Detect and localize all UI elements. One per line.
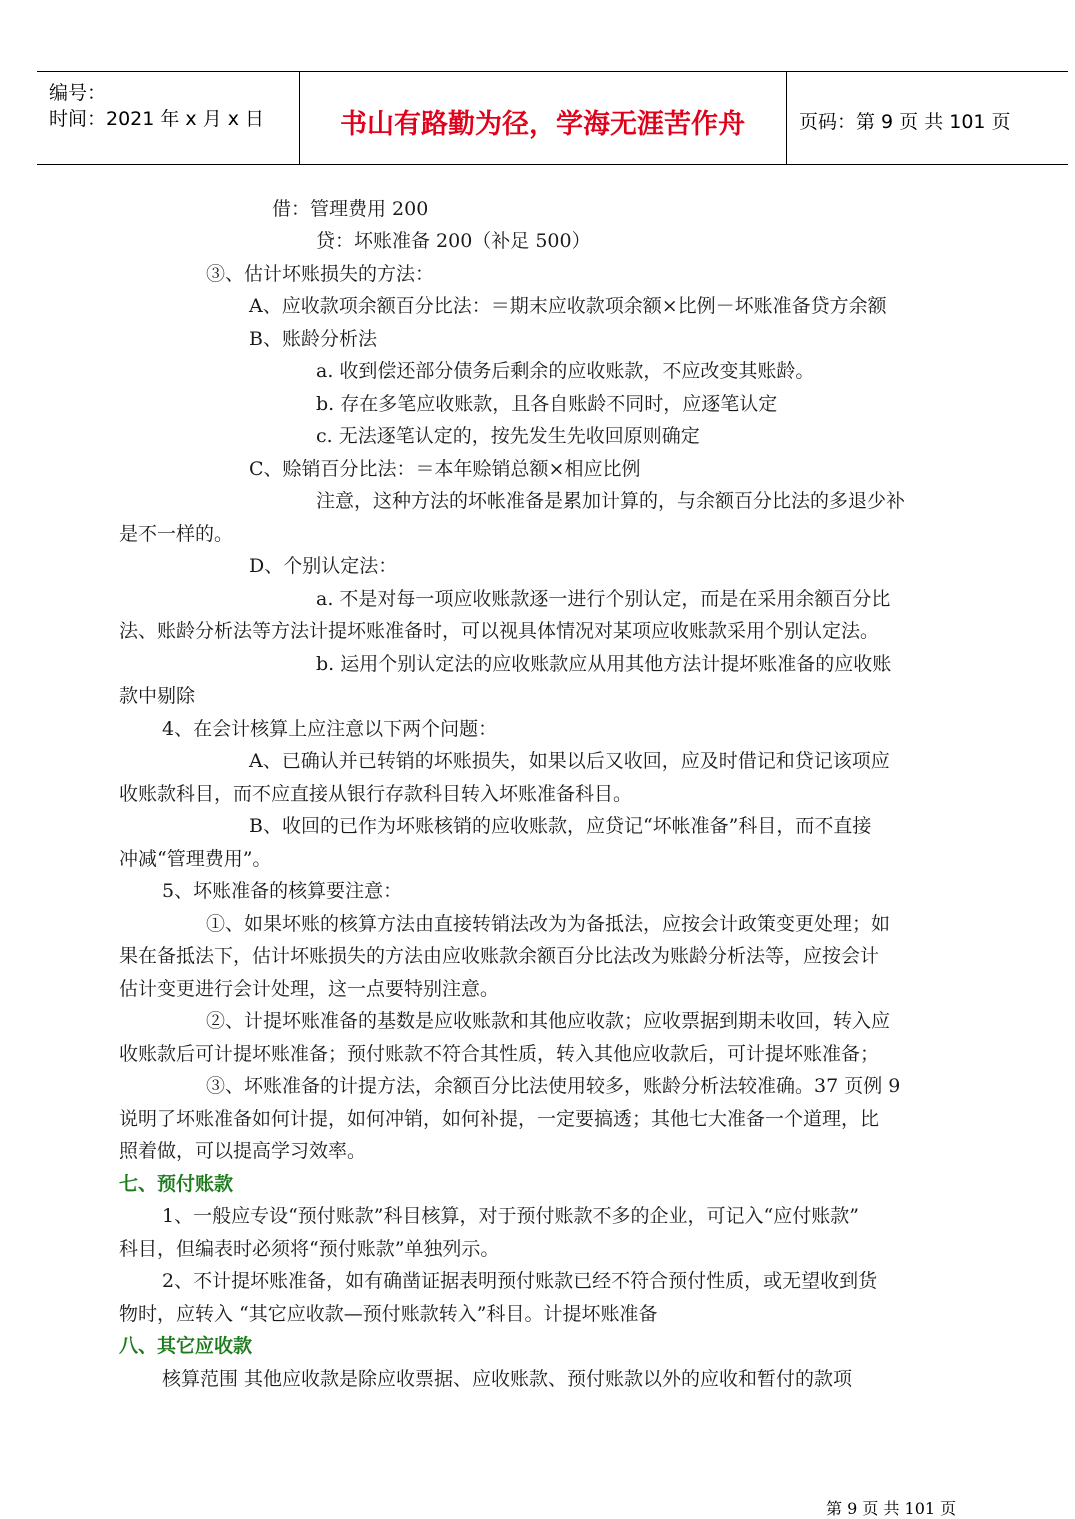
header-left-cell — [37, 72, 300, 164]
body-line: b. 存在多笔应收账款，且各自账龄不同时，应逐笔认定 — [316, 393, 778, 415]
header-motto-cell — [299, 72, 787, 164]
body-line: 2、不计提坏账准备，如有确凿证据表明预付账款已经不符合预付性质，或无望收到货 — [162, 1270, 878, 1292]
body-line: 说明了坏账准备如何计提，如何冲销，如何补提，一定要搞透；其他七大准备一个道理，比 — [119, 1108, 880, 1130]
body-line: b. 运用个别认定法的应收账款应从用其他方法计提坏账准备的应收账 — [316, 653, 892, 675]
body-line: c. 无法逐笔认定的，按先发生先收回原则确定 — [316, 425, 700, 447]
section-heading-prepayments: 七、预付账款 — [119, 1173, 234, 1195]
header-page-info: 页码：第 9 页 共 101 页 — [799, 111, 1011, 133]
body-line: ③、估计坏账损失的方法： — [206, 263, 435, 285]
body-line: B、收回的已作为坏账核销的应收账款，应贷记“坏帐准备”科目，而不直接 — [249, 815, 872, 837]
body-line: 收账款科目，而不应直接从银行存款科目转入坏账准备科目。 — [119, 783, 633, 805]
document-time-label: 时间：2021 年 x 月 x 日 — [49, 108, 265, 130]
body-line: 借：管理费用 200 — [272, 198, 429, 220]
header-motto: 书山有路勤为径，学海无涯苦作舟 — [340, 109, 745, 140]
body-line: 科目，但编表时必须将“预付账款”单独列示。 — [119, 1238, 500, 1260]
body-line: 收账款后可计提坏账准备；预付账款不符合其性质，转入其他应收款后，可计提坏账准备； — [119, 1043, 880, 1065]
body-line: A、应收款项余额百分比法：＝期末应收款项余额×比例－坏账准备贷方余额 — [249, 295, 887, 317]
body-line: 物时，应转入 “其它应收款—预付账款转入”科目。计提坏账准备 — [119, 1303, 658, 1325]
body-line: 5、坏账准备的核算要注意： — [162, 880, 403, 902]
document-number-label: 编号： — [49, 82, 107, 104]
body-line: 4、在会计核算上应注意以下两个问题： — [162, 718, 498, 740]
page-header — [37, 71, 1068, 165]
body-line: 1、一般应专设“预付账款”科目核算，对于预付账款不多的企业，可记入“应付账款” — [162, 1205, 859, 1227]
body-line: ②、计提坏账准备的基数是应收账款和其他应收款；应收票据到期未收回，转入应 — [206, 1010, 891, 1032]
body-line: C、赊销百分比法：＝本年赊销总额×相应比例 — [249, 458, 641, 480]
body-line: 是不一样的。 — [119, 523, 234, 545]
body-line: A、已确认并已转销的坏账损失，如果以后又收回，应及时借记和贷记该项应 — [249, 750, 890, 772]
body-line: 冲减“管理费用”。 — [119, 848, 272, 870]
body-line: 果在备抵法下，估计坏账损失的方法由应收账款余额百分比法改为账龄分析法等，应按会计 — [119, 945, 880, 967]
section-heading-other-receivables: 八、其它应收款 — [119, 1335, 253, 1357]
body-line: D、个别认定法： — [249, 555, 398, 577]
body-line: 款中剔除 — [119, 685, 196, 707]
body-line: a. 收到偿还部分债务后剩余的应收账款，不应改变其账龄。 — [316, 360, 815, 382]
body-line: 法、账龄分析法等方法计提坏账准备时，可以视具体情况对某项应收账款采用个别认定法。 — [119, 620, 880, 642]
page-footer: 第 9 页 共 101 页 — [826, 1499, 957, 1518]
body-line: ③、坏账准备的计提方法，余额百分比法使用较多，账龄分析法较准确。37 页例 9 — [206, 1075, 901, 1097]
body-line: 核算范围 其他应收款是除应收票据、应收账款、预付账款以外的应收和暂付的款项 — [162, 1368, 853, 1390]
body-line: a. 不是对每一项应收账款逐一进行个别认定，而是在采用余额百分比 — [316, 588, 891, 610]
body-line: 估计变更进行会计处理，这一点要特别注意。 — [119, 978, 500, 1000]
body-line: 贷：坏账准备 200（补足 500） — [316, 230, 591, 252]
body-line: B、账龄分析法 — [249, 328, 377, 350]
body-line: ①、如果坏账的核算方法由直接转销法改为为备抵法，应按会计政策变更处理；如 — [206, 913, 891, 935]
body-line: 照着做，可以提高学习效率。 — [119, 1140, 367, 1162]
body-line: 注意，这种方法的坏帐准备是累加计算的，与余额百分比法的多退少补 — [316, 490, 906, 512]
header-page-cell — [787, 72, 1068, 164]
